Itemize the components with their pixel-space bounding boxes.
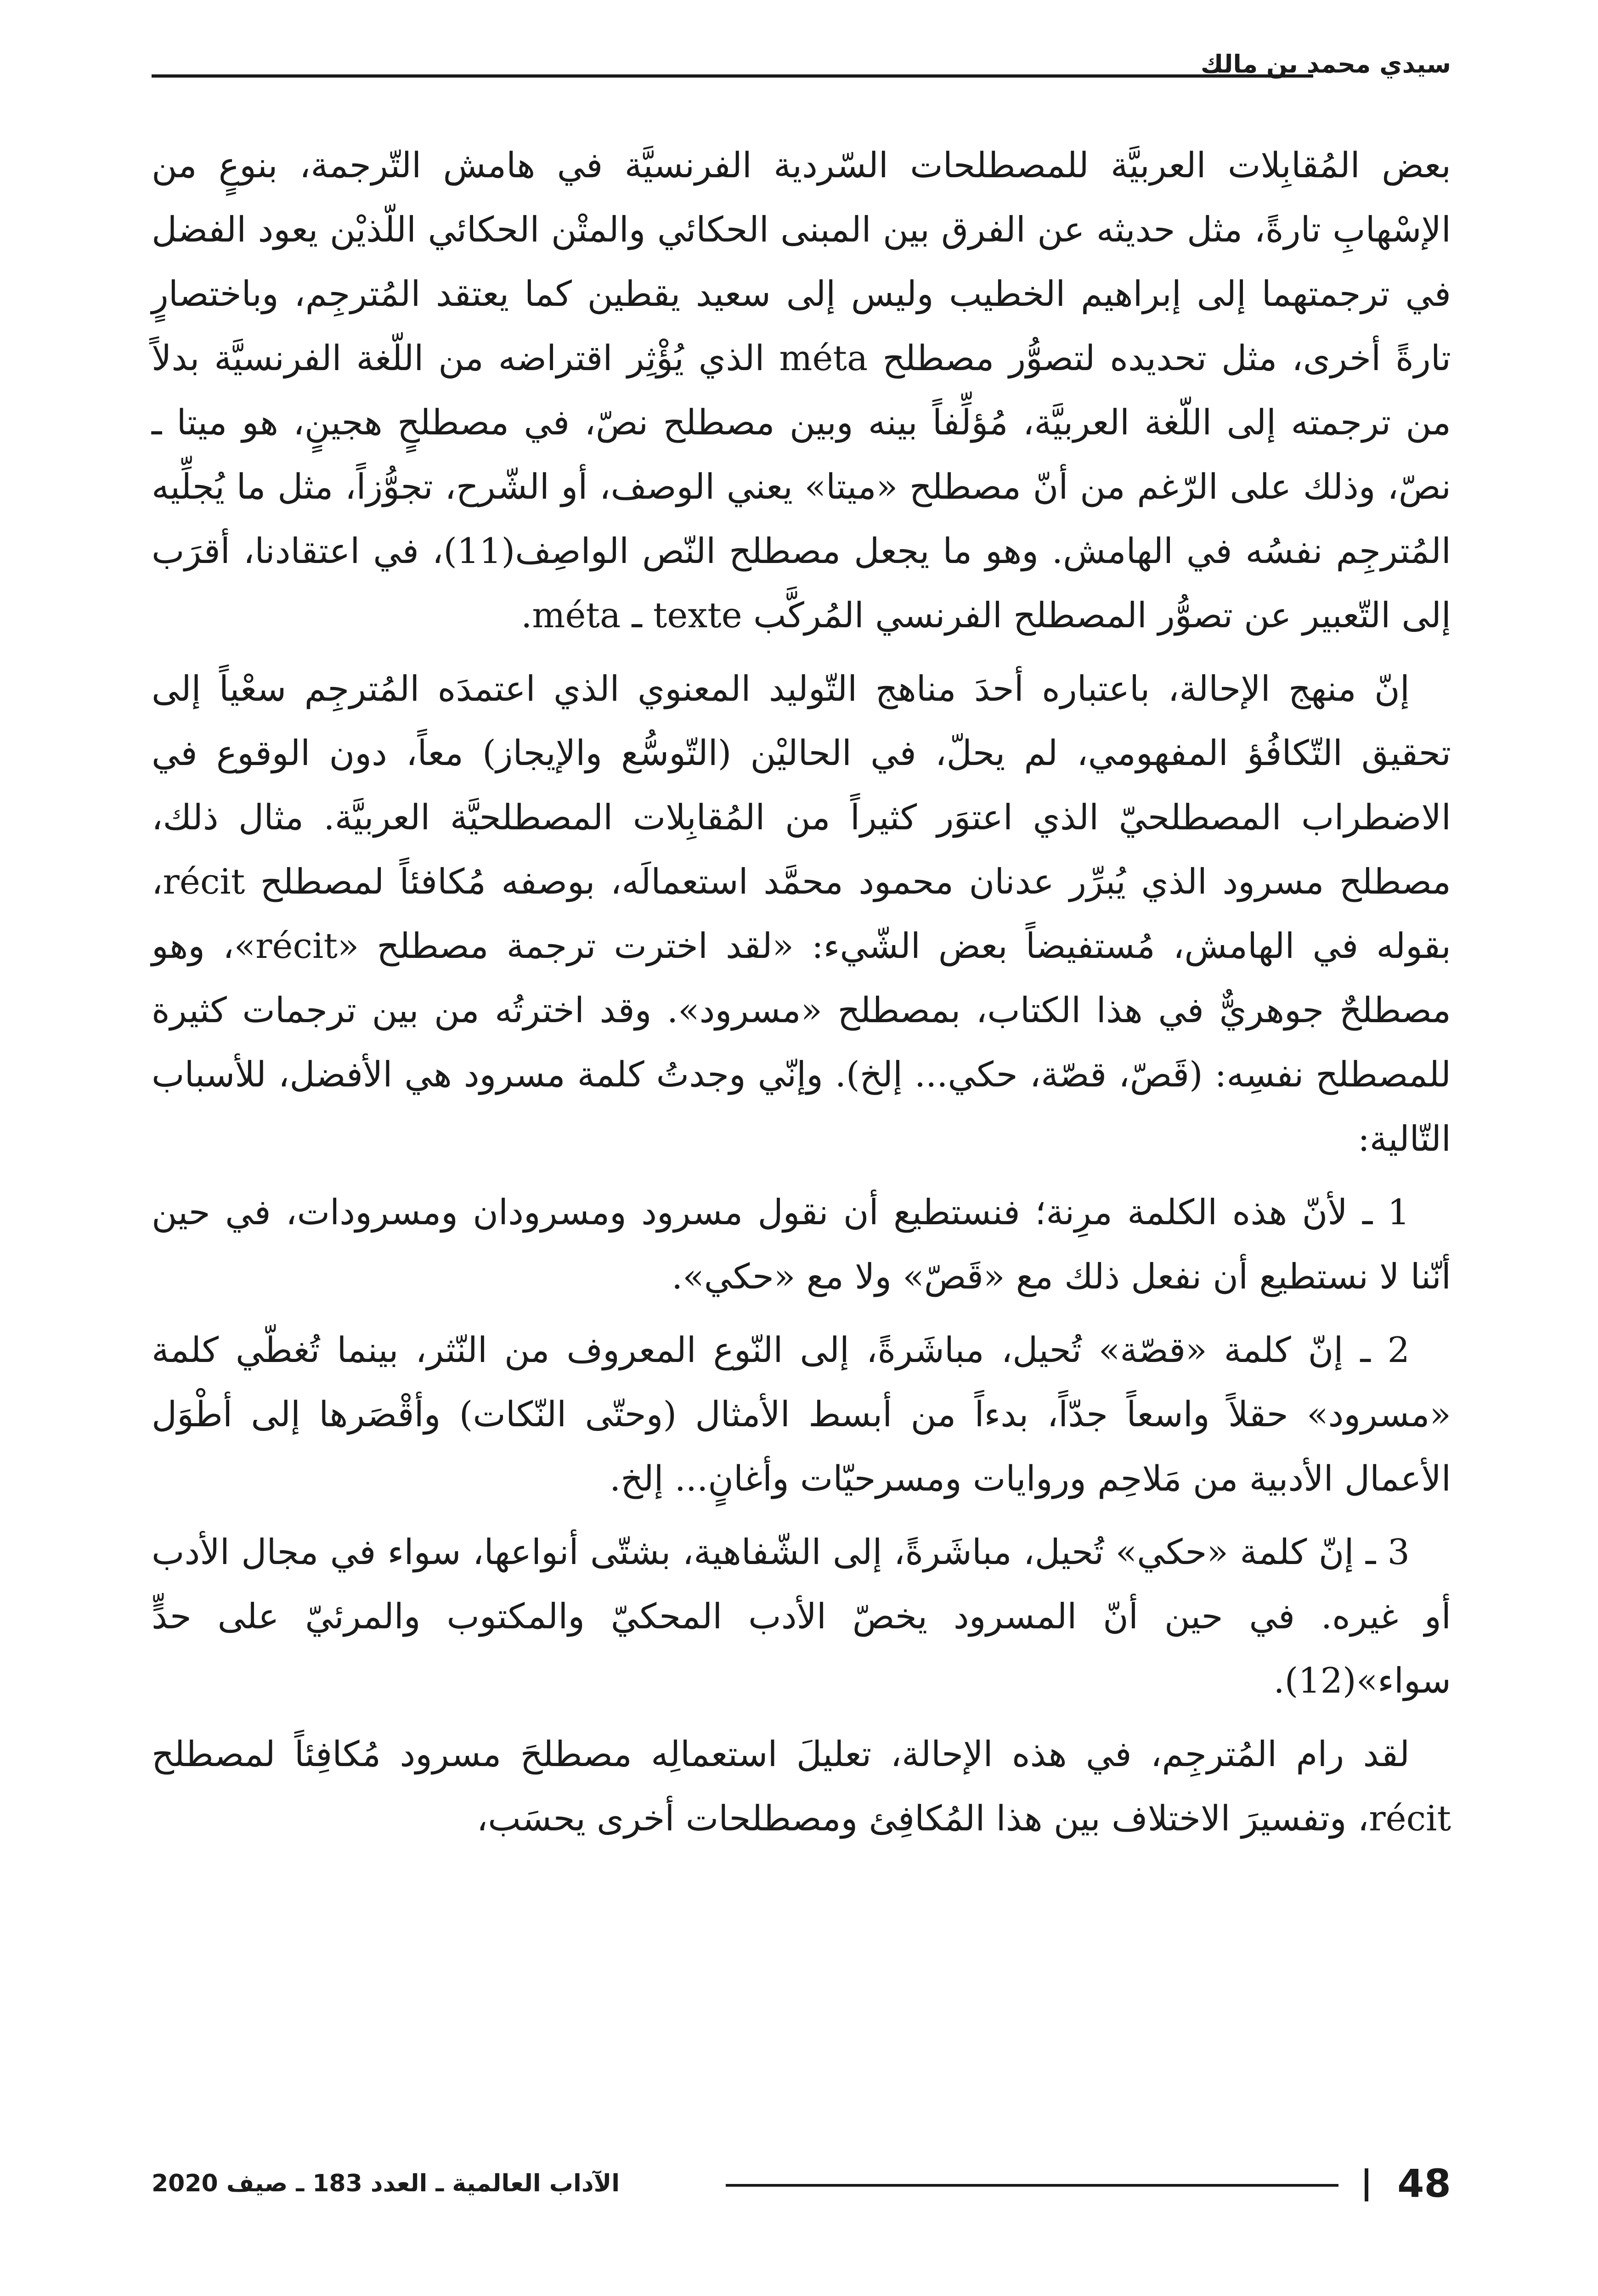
- header-author: سيدي محمد بن مالك: [1200, 50, 1451, 79]
- running-header: [152, 46, 1451, 83]
- footer-rule: [726, 2184, 1338, 2187]
- list-item-1: 1 ـ لأنّ هذه الكلمة مرِنة؛ فنستطيع أن نقول مسرود ومسرودان ومسرودات، في حين أنّنا لا نستطيع أن نفعل ذلك مع «قَصّ» ولا مع «حكي».: [152, 1192, 1451, 1297]
- list-item-3: 3 ـ إنّ كلمة «حكي» تُحيل، مباشَرةً، إلى الشّفاهية، بشتّى أنواعها، سواء في مجال الأدب أو غيره. في حين أنّ المسرود يخصّ الأدب المحكيّ والمكتوب والمرئيّ على حدٍّ سواء»(12).: [152, 1531, 1451, 1701]
- body-text: [152, 133, 1451, 1860]
- page-number: 48: [1397, 2161, 1451, 2206]
- header-rule: [152, 74, 1313, 78]
- footer-separator-bar: [1365, 2168, 1368, 2201]
- journal-issue: الآداب العالمية ـ العدد 183 ـ صيف 2020: [152, 2170, 620, 2197]
- page-footer: [152, 2158, 1451, 2209]
- paragraph-1: بعض المُقابِلات العربيَّة للمصطلحات السّردية الفرنسيَّة في هامش التّرجمة، بنوعٍ من الإسْهابِ تارةً، مثل حديثه عن الفرق بين المبنى الحكائي والمتْن الحكائي اللّذيْن يعود الفضل في ترجمتهما إلى إبراهيم الخطيب وليس إلى سعيد يقطين كما يعتقد المُترجِم، وباختصارٍ تارةً أخرى، مثل تحديده لتصوُّر مصطلح méta الذي يُؤْثِر اقتراضه من اللّغة الفرنسيَّة بدلاً من ترجمته إلى اللّغة العربيَّة، مُؤلِّفاً بينه وبين مصطلح نصّ، في مصطلحٍ هجينٍ، هو ميتا ـ نصّ، وذلك على الرّغم من أنّ مصطلح «ميتا» يعني الوصف، أو الشّرح، تجوُّزاً، مثل ما يُجلِّيه المُترجِم نفسُه في الهامش. وهو ما يجعل مصطلح النّص الواصِف(11)، في اعتقادنا، أقرَب إلى التّعبير عن تصوُّر المصطلح الفرنسي المُركَّب texte ـ méta.: [152, 145, 1451, 636]
- list-item-2: 2 ـ إنّ كلمة «قصّة» تُحيل، مباشَرةً، إلى النّوع المعروف من النّثر، بينما تُغطّي كلمة «مسرود» حقلاً واسعاً جدّاً، بدءاً من أبسط الأمثال (وحتّى النّكات) وأقْصَرها إلى أطْوَل الأعمال الأدبية من مَلاحِم وروايات ومسرحيّات وأغانٍ... إلخ.: [152, 1329, 1451, 1499]
- paragraph-3: لقد رام المُترجِم، في هذه الإحالة، تعليلَ استعمالِه مصطلحَ مسرود مُكافِئاً لمصطلح récit، وتفسيرَ الاختلاف بين هذا المُكافِئ ومصطلحات أخرى يحسَب،: [152, 1733, 1451, 1839]
- paragraph-2: إنّ منهج الإحالة، باعتباره أحدَ مناهج التّوليد المعنوي الذي اعتمدَه المُترجِم سعْياً إلى تحقيق التّكافُؤ المفهومي، لم يحلّ، في الحاليْن (التّوسُّع والإيجاز) معاً، دون الوقوع في الاضطراب المصطلحيّ الذي اعتوَر كثيراً من المُقابِلات المصطلحيَّة العربيَّة. مثال ذلك، مصطلح مسرود الذي يُبرِّر عدنان محمود محمَّد استعمالَه، بوصفه مُكافئاً لمصطلح récit، بقوله في الهامش، مُستفيضاً بعض الشّيء: «لقد اخترت ترجمة مصطلح «récit»، وهو مصطلحٌ جوهريٌّ في هذا الكتاب، بمصطلح «مسرود». وقد اخترتُه من بين ترجمات كثيرة للمصطلح نفسِه: (قَصّ، قصّة، حكي... إلخ). وإنّي وجدتُ كلمة مسرود هي الأفضل، للأسباب التّالية:: [152, 668, 1451, 1159]
